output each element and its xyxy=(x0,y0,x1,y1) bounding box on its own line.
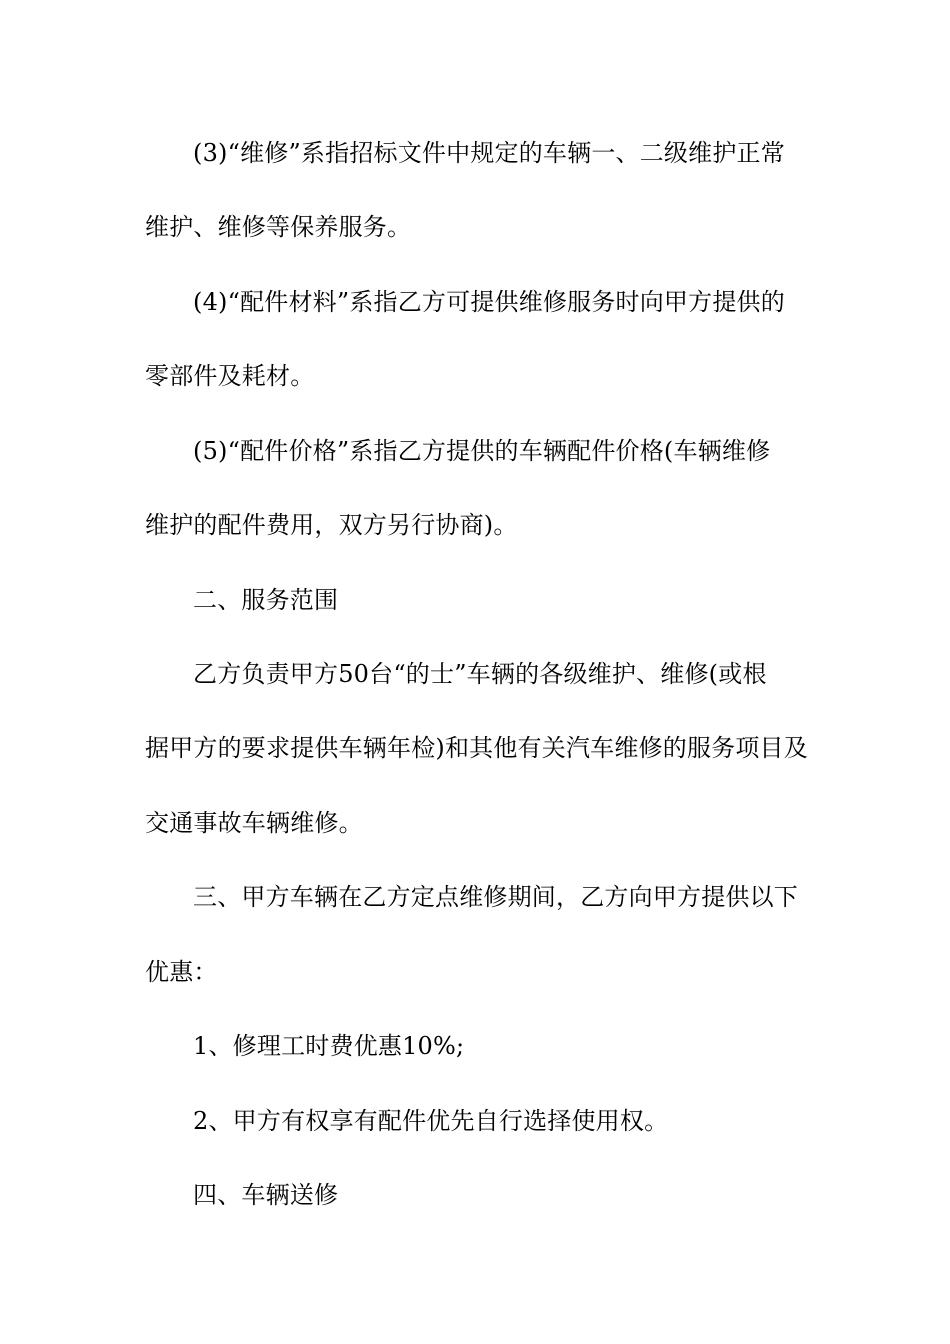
paragraph-4-line-1: (4)“配件材料”系指乙方可提供维修服务时向甲方提供的 xyxy=(193,288,785,316)
section-three-line-2: 优惠： xyxy=(145,958,218,986)
section-heading-vehicle-repair: 四、车辆送修 xyxy=(193,1181,339,1209)
section-three-line-1: 三、甲方车辆在乙方定点维修期间，乙方向甲方提供以下 xyxy=(193,883,798,911)
section-heading-service-scope: 二、服务范围 xyxy=(193,586,339,614)
benefit-item-1: 1、修理工时费优惠10%; xyxy=(193,1032,465,1060)
benefit-item-2: 2、甲方有权享有配件优先自行选择使用权。 xyxy=(193,1107,669,1135)
paragraph-3-line-2: 维护、维修等保养服务。 xyxy=(145,213,412,241)
paragraph-3-line-1: (3)“维修”系指招标文件中规定的车辆一、二级维护正常 xyxy=(193,139,785,167)
service-scope-line-3: 交通事故车辆维修。 xyxy=(145,809,363,837)
paragraph-5-line-2: 维护的配件费用，双方另行协商)。 xyxy=(145,511,518,539)
paragraph-4-line-2: 零部件及耗材。 xyxy=(145,362,315,390)
service-scope-line-1: 乙方负责甲方50台“的士”车辆的各级维护、维修(或根 xyxy=(193,660,767,688)
paragraph-5-line-1: (5)“配件价格”系指乙方提供的车辆配件价格(车辆维修 xyxy=(193,437,771,465)
service-scope-line-2: 据甲方的要求提供车辆年检)和其他有关汽车维修的服务项目及 xyxy=(145,734,808,762)
